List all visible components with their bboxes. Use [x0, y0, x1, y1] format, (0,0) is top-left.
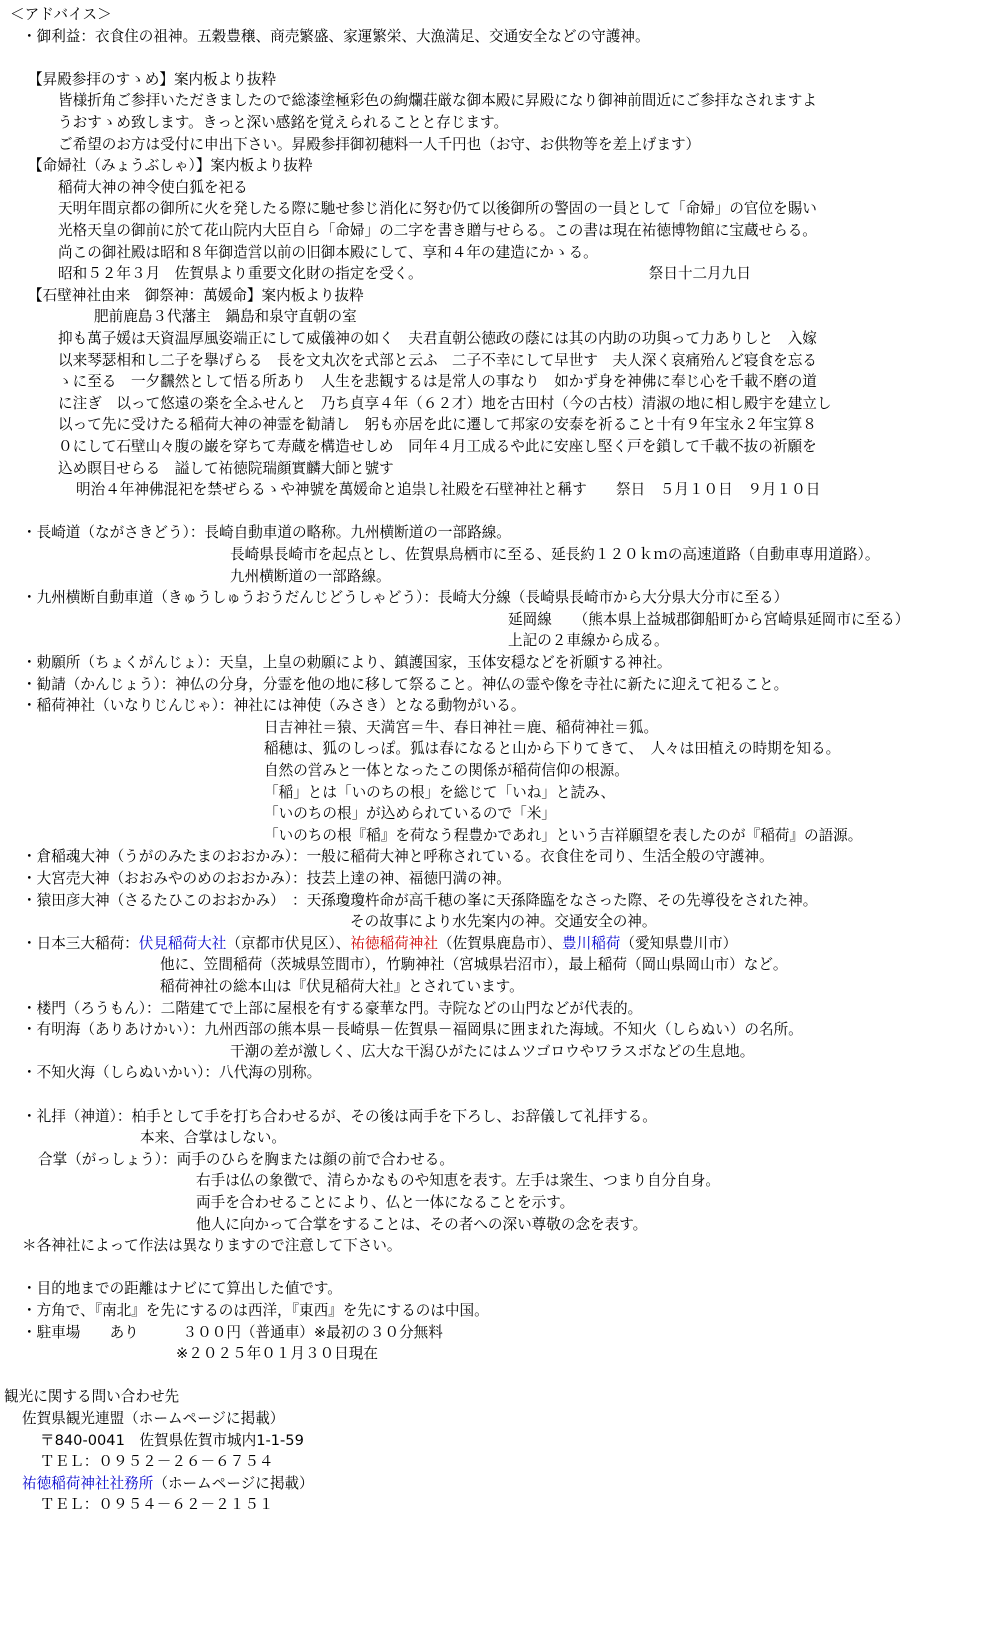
text-line: [230, 566, 391, 588]
text-segment: ・倉稲魂大神（うがのみたまのおおかみ）：一般に稲荷大神と呼称されている。衣食住を司り、生活全般の守護神。: [22, 848, 774, 866]
text-line: [230, 544, 879, 566]
text-segment: 光格天皇の御前に於て花山院内大臣自ら「命婦」の二字を書き贈与せらる。この書は現在祐徳博物館に宝蔵せらる。: [58, 222, 817, 239]
text-segment: ・大宮売大神（おおみやのめのおおかみ）：技芸上達の神、福徳円満の神。: [22, 870, 511, 887]
text-segment: 「いのちの根『稲』を荷なう程豊かであれ」という吉祥願望を表したのが『稲荷』の語源。: [264, 826, 863, 844]
text-segment: 〒840-0041 佐賀県佐賀市城内1-1-59: [40, 1431, 304, 1449]
text-line: [22, 1235, 401, 1257]
text-segment: 右手は仏の象徴で、清らかなものや知恵を表す。左手は衆生、つまり自分自身。: [196, 1172, 720, 1190]
text-line: [264, 803, 556, 825]
text-line: [22, 933, 737, 955]
text-line: [22, 998, 642, 1020]
text-line: [264, 760, 629, 782]
text-line: [22, 1062, 321, 1084]
text-line: [58, 393, 831, 415]
text-segment: 長崎県長崎市を起点とし、佐賀県鳥栖市に至る、延長約１２０ｋｍの高速道路（自動車専用道路）。: [230, 546, 880, 563]
text-segment: 自然の営みと一体となったこの関係が稲荷信仰の根源。: [264, 762, 629, 779]
text-line: [22, 1019, 803, 1041]
text-line: [160, 976, 524, 998]
text-segment: 稲荷神社の総本山は『伏見稲荷大社』とされています。: [160, 978, 524, 995]
text-line: [10, 4, 112, 26]
text-segment: ＊各神社によって作法は異なりますので注意して下さい。: [22, 1237, 402, 1255]
text-line: [58, 177, 248, 199]
text-line: [38, 1149, 454, 1171]
text-line: [58, 414, 817, 436]
text-segment: 【石壁神社由来 御祭神：萬媛命】案内板より抜粋: [28, 286, 364, 304]
text-segment: 以来琴瑟相和し二子を擧げらる 長を文丸次を式部と云ふ 二子不幸にして早世す 夫人深く哀痛殆んど寝食を忘る: [58, 351, 817, 369]
text-line: [28, 285, 364, 307]
text-line: [40, 1494, 274, 1516]
text-segment: ＴＥＬ：０９５２－２６－６７５４: [40, 1453, 274, 1471]
text-segment: ご希望のお方は受付に申出下さい。昇殿参拝御初穂料一人千円也（お守、お供物等を差上げます）: [58, 135, 701, 153]
text-line: [22, 868, 511, 890]
text-segment: ・駐車場 あり ３００円（普通車）※最初の３０分無料: [22, 1323, 443, 1341]
text-segment: 昭和５２年３月 佐賀県より重要文化財の指定を受く。 祭日十二月九日: [58, 265, 751, 283]
text-line: [264, 782, 615, 804]
text-line: [28, 69, 276, 91]
text-segment: 延岡線 （熊本県上益城郡御船町から宮崎県延岡市に至る）: [508, 610, 910, 628]
text-segment: 上記の２車線から成る。: [508, 632, 669, 650]
text-segment: 他に、笠間稲荷（茨城県笠間市），竹駒神社（宮城県岩沼市），最上稲荷（岡山県岡山市）など。: [160, 956, 788, 974]
text-line: [40, 1451, 274, 1473]
text-line: [22, 1322, 443, 1344]
text-segment: その故事により水先案内の神。交通安全の神。: [350, 913, 657, 931]
text-line: [58, 350, 817, 372]
text-segment: ゝに至る 一夕飜然として悟る所あり 人生を悲観するは是常人の事なり 如かず身を神佛に奉じ心を千載不磨の道: [58, 373, 817, 391]
text-line: [58, 436, 817, 458]
text-segment: （佐賀県鹿島市）、: [437, 934, 563, 952]
text-line: [140, 1127, 286, 1149]
text-segment: 佐賀県観光連盟（ホームページに掲載）: [22, 1410, 285, 1427]
text-segment: 明治４年神佛混祀を禁ぜらるゝや神號を萬媛命と追祟し社殿を石壁神社と稱す 祭日 ５月１０日 ９月１０日: [76, 481, 821, 499]
text-segment: ・勅願所（ちょくがんじょ）：天皇，上皇の勅願により、鎮護国家，玉体安穏などを祈願する神社。: [22, 654, 672, 671]
text-segment: 込め瞑目せらる 謚して祐徳院瑞顔實麟大師と號す: [58, 459, 394, 477]
text-segment: 以って先に受けたる稲荷大神の神霊を勧請し 躬も亦居を此に遷して邦家の安泰を祈ること十有９年宝永２年宝算８: [58, 416, 817, 434]
text-segment: （愛知県豊川市）: [620, 934, 738, 952]
text-segment: ・不知火海（しらぬいかい）：八代海の別称。: [22, 1064, 322, 1082]
text-segment: ※２０２５年０１月３０日現在: [176, 1345, 378, 1363]
shrine-name-highlight: 伏見稲荷大社: [138, 934, 227, 952]
text-line: [22, 1473, 314, 1495]
text-segment: うおすゝめ致します。きっと深い感銘を覚えられることと存じます。: [58, 114, 509, 131]
text-line: [22, 522, 511, 544]
text-segment: 他人に向かって合掌をすることは、その者への深い尊敬の念を表す。: [196, 1215, 648, 1233]
text-line: [58, 371, 817, 393]
text-line: [196, 1192, 574, 1214]
text-line: [196, 1214, 647, 1236]
text-segment: 九州横断道の一部路線。: [230, 567, 391, 585]
text-line: [4, 1386, 179, 1408]
text-segment: ・猿田彦大神（さるたひこのおおかみ） ：天孫瓊瓊杵命が高千穂の峯に天孫降臨をなさった際、その先導役をされた神。: [22, 891, 818, 909]
text-line: [58, 134, 700, 156]
text-segment: 日吉神社＝猿、天満宮＝牛、春日神社＝鹿、稲荷神社＝狐。: [264, 718, 659, 736]
text-line: [58, 112, 508, 134]
text-line: [40, 1430, 304, 1452]
text-line: [76, 479, 820, 501]
text-line: [58, 242, 598, 264]
text-segment: ・有明海（ありあけかい）：九州西部の熊本県－長崎県－佐賀県－福岡県に囲まれた海域。不知火（しらぬい）の名所。: [22, 1021, 803, 1039]
text-line: [264, 738, 840, 760]
text-segment: 皆様折角ご参拝いただきましたので総漆塗極彩色の絢爛荘厳な御本殿に昇殿になり御神前間近にご参拝なされますよ: [58, 92, 817, 110]
text-line: [22, 674, 788, 696]
text-line: [160, 954, 788, 976]
text-segment: 「いのちの根」が込められているので「米」: [264, 805, 556, 823]
text-segment: 両手を合わせることにより、仏と一体になることを示す。: [196, 1194, 575, 1211]
text-line: [22, 1278, 342, 1300]
text-line: [94, 306, 357, 328]
text-segment: 稲荷大神の神令使白狐を祀る: [58, 178, 248, 196]
text-segment: 尚この御社殿は昭和８年御造営以前の旧御本殿にして、享和４年の建造にかゝる。: [58, 243, 598, 261]
text-line: [22, 652, 671, 674]
text-line: [58, 328, 817, 350]
text-line: [58, 263, 751, 285]
text-segment: 観光に関する問い合わせ先: [4, 1388, 180, 1406]
text-segment: ・御利益：衣食住の祖神。五穀豊穣、商売繁盛、家運繁栄、大漁満足、交通安全などの守護神。: [22, 27, 650, 45]
text-line: [22, 1408, 284, 1430]
text-line: [176, 1343, 378, 1365]
shrine-name-highlight: 豊川稲荷: [562, 934, 621, 952]
text-line: [350, 911, 656, 933]
text-segment: ＴＥＬ：０９５４－６２－２１５１: [40, 1496, 274, 1514]
text-line: [22, 695, 526, 717]
text-segment: （京都市伏見区）、: [226, 934, 351, 952]
text-segment: ・日本三大稲荷：: [22, 934, 139, 952]
text-segment: 抑も萬子媛は天資温厚風姿端正にして威儀神の如く 夫君直朝公徳政の蔭には其の内助の功與って力ありしと 入嫁: [58, 330, 817, 347]
text-segment: ・勧請（かんじょう）：神仏の分身，分霊を他の地に移して祭ること。神仏の霊や像を寺社に新たに迎えて祀ること。: [22, 675, 789, 693]
text-line: [264, 825, 862, 847]
text-line: [264, 717, 658, 739]
text-line: [58, 220, 817, 242]
text-segment: 合掌（がっしょう）：両手のひらを胸または顔の前で合わせる。: [38, 1150, 454, 1168]
text-line: [22, 1106, 657, 1128]
text-line: [28, 155, 313, 177]
text-line: [58, 458, 394, 480]
text-line: [22, 890, 817, 912]
text-segment: ・楼門（ろうもん）：二階建てで上部に屋根を有する豪華な門。寺院などの山門などが代表的。: [22, 999, 643, 1017]
text-segment: 「稲」とは「いのちの根」を総じて「いね」と読み、: [264, 783, 616, 801]
text-line: [508, 630, 669, 652]
text-segment: ・稲荷神社（いなりじんじゃ）：神社には神使（みさき）となる動物がいる。: [22, 697, 526, 715]
text-line: [22, 1300, 489, 1322]
text-segment: ０にして石壁山々腹の巌を穿ちて寿蔵を構造せしめ 同年４月工成るや此に安座し堅く戸を鎖して千載不抜の祈願を: [58, 438, 817, 455]
text-segment: ・方角で、『南北』を先にするのは西洋，『東西』を先にするのは中国。: [22, 1302, 489, 1319]
text-line: [196, 1170, 720, 1192]
text-segment: ・長崎道（ながさきどう）：長崎自動車道の略称。九州横断道の一部路線。: [22, 524, 511, 542]
text-segment: （ホームページに掲載）: [153, 1474, 314, 1492]
text-segment: ・礼拝（神道）：柏手として手を打ち合わせるが、その後は両手を下ろし、お辞儀して礼拝する。: [22, 1107, 657, 1125]
text-line: [58, 90, 817, 112]
text-segment: に注ぎ 以って悠遠の楽を全ふせんと 乃ち貞享４年（６２才）地を古田村（今の古枝）清淑の地に相し殿宇を建立し: [58, 394, 832, 412]
text-line: [230, 1041, 754, 1063]
text-line: [58, 198, 817, 220]
text-line: [22, 587, 788, 609]
text-segment: 肥前鹿島３代藩主 鍋島和泉守直朝の室: [94, 308, 357, 326]
text-segment: 【昇殿参拝のすゝめ】案内板より抜粋: [28, 70, 277, 88]
text-segment: 稲穂は、狐のしっぽ。狐は春になると山から下りてきて、 人々は田植えの時期を知る。: [264, 740, 841, 758]
shrine-office-link[interactable]: 祐徳稲荷神社社務所: [22, 1474, 154, 1492]
text-segment: ・九州横断自動車道（きゅうしゅうおうだんじどうしゃどう）：長崎大分線（長崎県長崎市から大分県大分市に至る）: [22, 589, 789, 607]
text-segment: ・目的地までの距離はナビにて算出した値です。: [22, 1280, 342, 1298]
text-segment: ＜アドバイス＞: [10, 6, 112, 23]
text-line: [22, 846, 774, 868]
text-segment: 【命婦社（みょうぶしゃ）】案内板より抜粋: [28, 157, 313, 175]
text-segment: 本来、合掌はしない。: [140, 1129, 286, 1147]
text-segment: 干潮の差が激しく、広大な干潟ひがたにはムツゴロウやワラスボなどの生息地。: [230, 1042, 755, 1060]
shrine-name-highlight: 祐徳稲荷神社: [350, 934, 438, 952]
text-line: [22, 26, 650, 48]
text-line: [508, 609, 909, 631]
text-segment: 天明年間京都の御所に火を発したる際に馳せ参じ消化に努む仍て以後御所の警固の一員として「命婦」の官位を賜い: [58, 200, 817, 218]
